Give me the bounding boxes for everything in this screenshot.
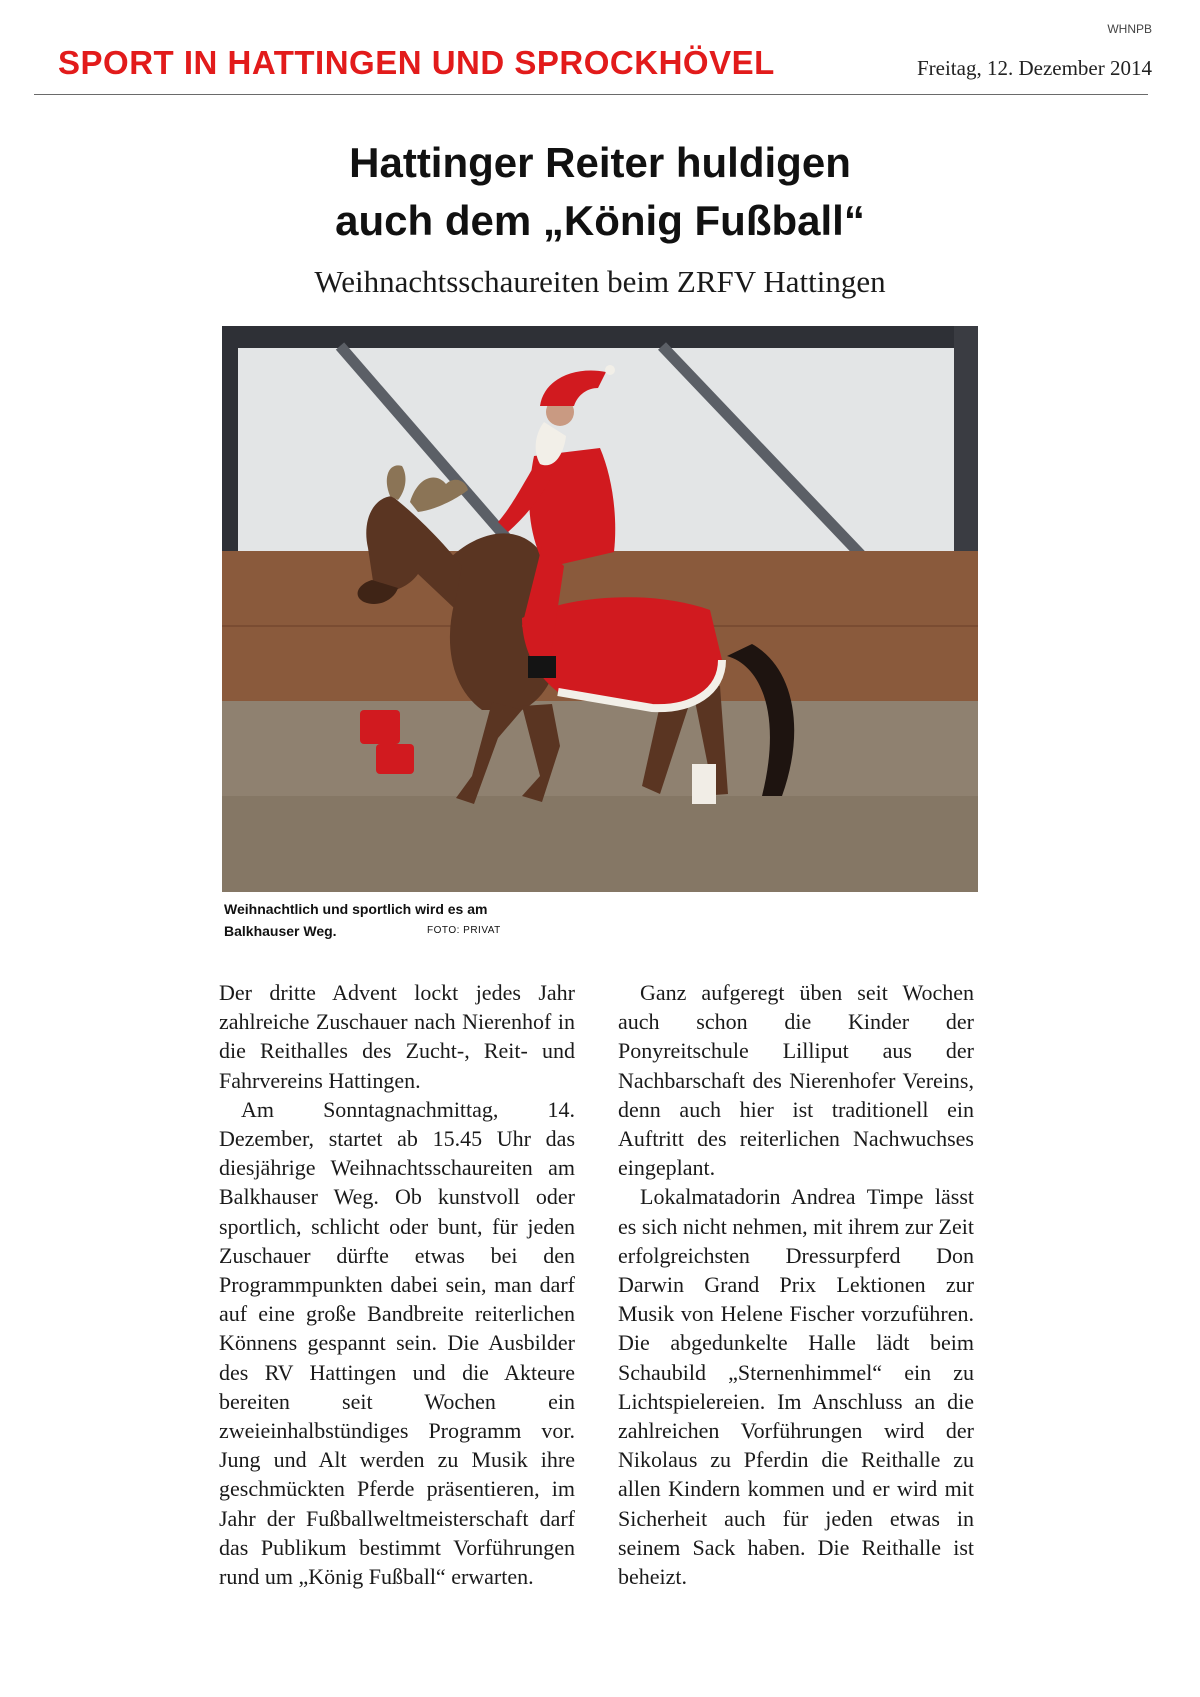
issue-date: Freitag, 12. Dezember 2014: [916, 56, 1152, 80]
article-headline: [0, 134, 1200, 250]
article-subheadline: Weihnachtsschaureiten beim ZRFV Hattingen: [314, 264, 886, 299]
section-title: SPORT IN HATTINGEN UND SPROCKHÖVEL: [58, 44, 775, 81]
caption-line-1: Weihnachtlich und sportlich wird es am: [224, 901, 488, 917]
pillar-right: [954, 326, 978, 556]
santa-rider-illustration: [222, 326, 978, 892]
article-photo: [222, 326, 978, 892]
column2-paragraph-2: Lokalmatadorin Andrea Timpe lässt es sich nicht nehmen, mit ihrem zur Zeit erfolgreichsten Dressurpferd Don Darwin Grand Prix Lektionen zur Musik von Helene Fischer vorzuführen. Die abgedunkelte Halle lädt beim Schaubild „Sternenhimmel“ ein zu Lichtspielereien. Im Anschluss an die zahlreichen Vorführungen wird der Nikolaus zu Pferdin die Reithalle zu allen Kindern kommen und er wird mit Sicherheit auch für jeden etwas in seinem Sack haben. Die Reithalle ist beheizt.: [618, 1184, 974, 1590]
edition-code: WHNPB: [1107, 22, 1152, 36]
hall-roof-beam: [222, 326, 978, 348]
column2-paragraph-1: Ganz aufgeregt üben seit Wochen auch schon die Kinder der Ponyreitschule Lilliput aus der Nachbarschaft des Nierenhofer Vereins, denn auch hier ist traditionell ein Auftritt des reiterlichen Nachwuchses eingeplant.: [618, 980, 974, 1181]
caption-line-2: Balkhauser Weg.: [224, 923, 337, 939]
white-sock: [692, 764, 716, 804]
leg-wrap-1: [360, 710, 400, 744]
photo-credit: FOTO: PRIVAT: [427, 925, 501, 936]
header-rule: [34, 94, 1148, 95]
santa-hat-pompom: [605, 365, 615, 375]
rider-boot: [528, 656, 556, 678]
pillar-left: [222, 326, 238, 556]
article-column-1: [219, 978, 575, 1591]
article-column-2: [618, 978, 974, 1591]
photo-caption: [224, 898, 644, 942]
column1-paragraph-1: Der dritte Advent lockt jedes Jahr zahlreiche Zuschauer nach Nierenhof in die Reithalles des Zucht-, Reit- und Fahrvereins Hattingen.: [219, 980, 575, 1093]
headline-line-2: auch dem „König Fußball“: [335, 197, 865, 244]
arena-sand-shade: [222, 796, 978, 892]
column1-paragraph-2: Am Sonntagnachmittag, 14. Dezember, startet ab 15.45 Uhr das diesjährige Weihnachtsschaureiten am Balkhauser Weg. Ob kunstvoll oder sportlich, schlicht oder bunt, für jeden Zuschauer dürfte etwas bei den Programmpunkten dabei sein, man darf auf eine große Bandbreite reiterlichen Könnens gespannt sein. Die Ausbilder des RV Hattingen und die Akteure bereiten seit Wochen ein zweieinhalbstündiges Programm vor. Jung und Alt werden zu Musik ihre geschmückten Pferde präsentieren, im Jahr der Fußballweltmeisterschaft darf das Publikum bestimmt Vorführungen rund um „König Fußball“ erwarten.: [219, 1096, 575, 1590]
leg-wrap-2: [376, 744, 414, 774]
headline-line-1: Hattinger Reiter huldigen: [349, 139, 851, 186]
